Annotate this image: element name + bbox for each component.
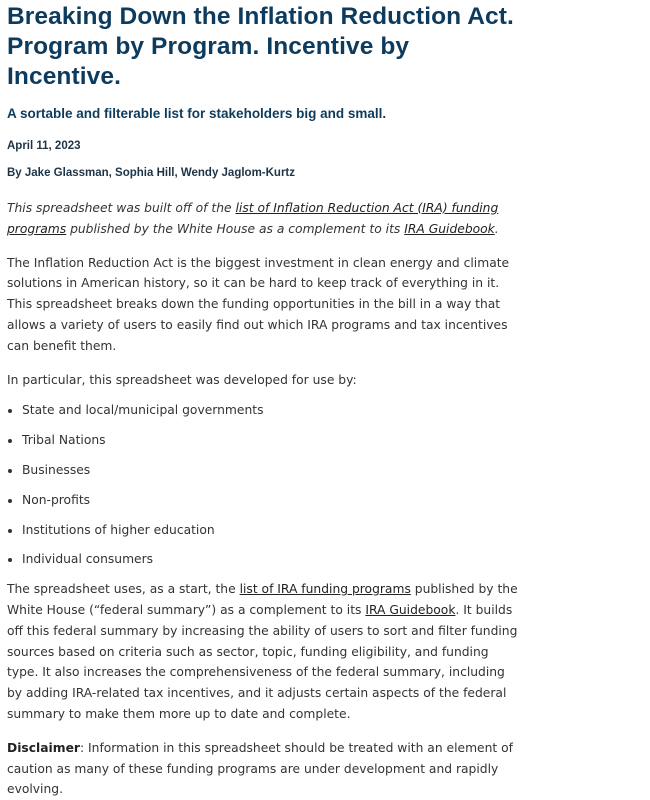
page-title: Breaking Down the Inflation Reduction Act. Program by Program. Incentive by Incentive.	[7, 3, 514, 90]
methodology-text-3: . It builds off this federal summary by increasing the ability of users to sort and filter funding sources based on criteria such as sector, topic, funding eligibility, and funding type. It also increases the comprehensiveness of the federal summary, including by adding IRA-related tax incentives, and it adjusts certain aspects of the federal summary to make them more up to date and complete.	[7, 602, 518, 721]
intro-paragraph	[7, 198, 522, 240]
audience-intro-paragraph: In particular, this spreadsheet was developed for use by:	[7, 372, 357, 387]
methodology-text-2: published by the White House (“federal summary”) as a complement to its	[7, 582, 518, 617]
list-item: • Non-profits	[22, 490, 522, 511]
methodology-text-1: The spreadsheet uses, as a start, the	[7, 582, 240, 597]
methodology-paragraph	[7, 579, 522, 725]
ira-guidebook-link[interactable]: IRA Guidebook	[404, 221, 495, 236]
author-byline: By Jake Glassman, Sophia Hill, Wendy Jaglom-Kurtz	[7, 167, 296, 179]
disclaimer-label: Disclaimer	[7, 740, 80, 755]
article	[7, 2, 522, 800]
disclaimer-paragraph	[7, 738, 522, 800]
overview-paragraph: The Inflation Reduction Act is the biggest investment in clean energy and climate solutions in American history, so it can be hard to keep track of everything in it. This spreadsheet breaks down the funding opportunities in the bill in a way that allows a variety of users to easily find out which IRA programs and tax incentives can benefit them.	[7, 255, 510, 353]
ira-funding-list-link[interactable]: list of IRA funding programs	[239, 582, 411, 597]
list-item: • Individual consumers	[22, 549, 522, 570]
list-item: • Tribal Nations	[22, 430, 522, 451]
publish-date: April 11, 2023	[7, 140, 81, 152]
intro-text-3: .	[494, 221, 499, 236]
disclaimer-text: : Information in this spreadsheet should be treated with an element of caution as many of these funding programs are under development and rapidly evolving.	[7, 740, 513, 797]
ira-funding-programs-link[interactable]: list of Inflation Reduction Act (IRA) funding programs	[7, 201, 499, 236]
intro-text-1: This spreadsheet was built off of the	[7, 201, 236, 215]
audience-list	[7, 400, 522, 570]
page-subtitle: A sortable and filterable list for stakeholders big and small.	[7, 106, 387, 121]
list-item: • Businesses	[22, 460, 522, 481]
list-item: • Institutions of higher education	[22, 520, 522, 541]
intro-text-2: published by the White House as a complement to its	[66, 221, 405, 236]
list-item: • State and local/municipal governments	[22, 400, 522, 421]
ira-guidebook-link-2[interactable]: IRA Guidebook	[365, 602, 456, 617]
